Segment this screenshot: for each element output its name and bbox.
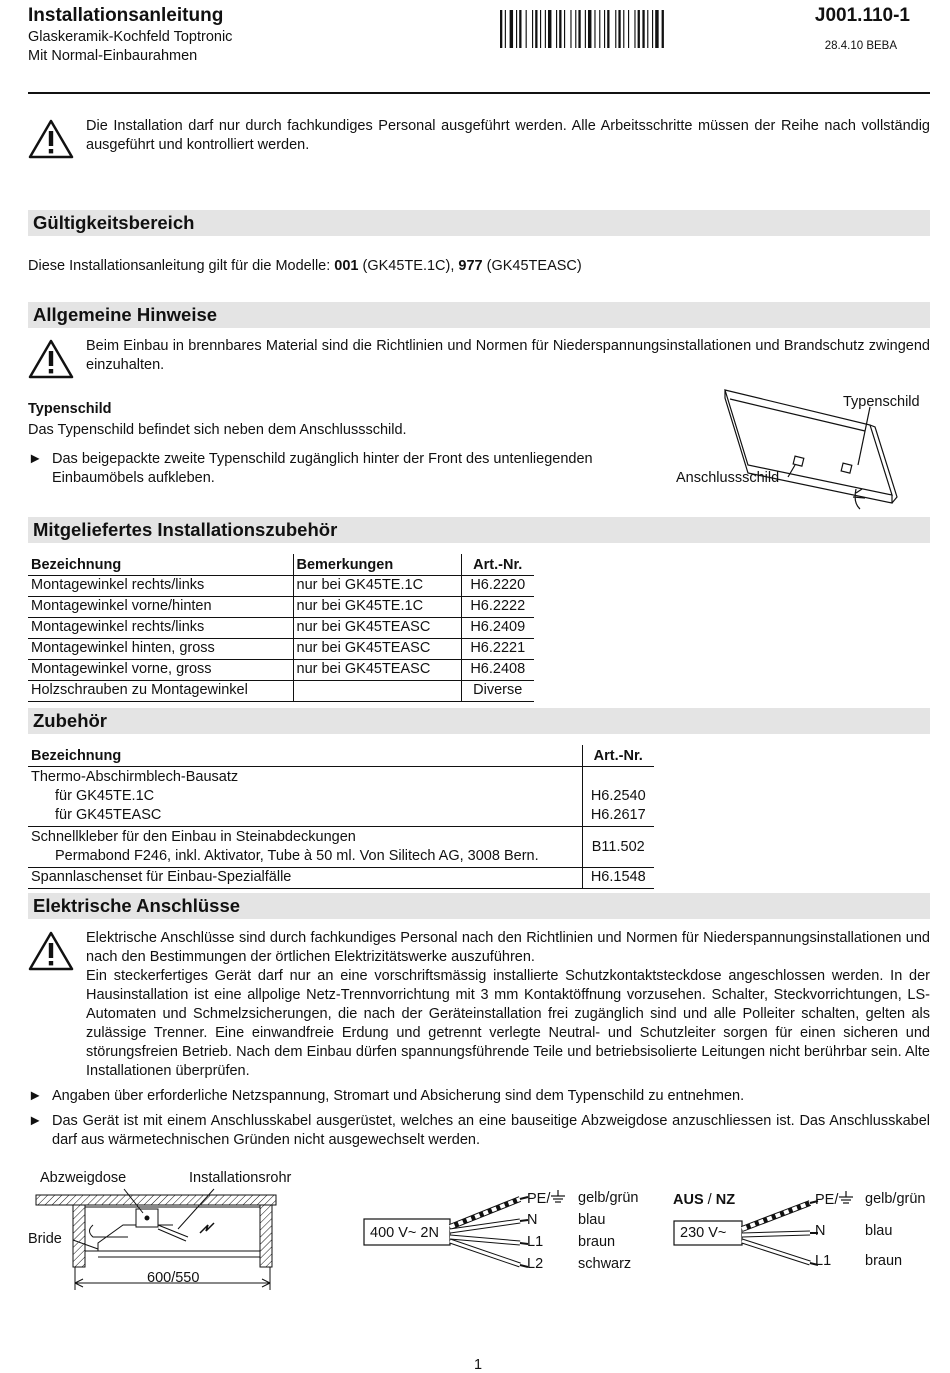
barcode-bar bbox=[615, 10, 616, 48]
barcode-bar bbox=[599, 10, 600, 48]
barcode-bar bbox=[623, 10, 624, 48]
barcode-bar bbox=[516, 10, 517, 48]
table-cell: H6.2220 bbox=[461, 576, 534, 597]
table-cell: H6.2222 bbox=[461, 597, 534, 618]
table-row bbox=[28, 618, 534, 639]
table-row bbox=[28, 681, 534, 702]
barcode-bar bbox=[655, 10, 658, 48]
barcode-bar bbox=[607, 10, 609, 48]
barcode bbox=[500, 10, 720, 48]
label-connection-plate: Anschlussschild bbox=[676, 470, 780, 486]
barcode-bar bbox=[628, 10, 629, 48]
barcode-bar bbox=[585, 10, 586, 48]
intro-warning-text: Die Installation darf nur durch fachkundiges Personal ausgeführt werden. Alle Arbeitsschritte müssen der Reihe nach vollständig ausgeführt und kontrolliert werden. bbox=[86, 118, 930, 153]
table-cell: Montagewinkel rechts/links bbox=[28, 576, 293, 597]
barcode-bar bbox=[564, 10, 565, 48]
barcode-bar bbox=[505, 10, 506, 48]
section-accessories bbox=[28, 708, 930, 734]
electrical-bullet: ► Das Gerät ist mit einem Anschlusskabel ausgerüstet, welches an eine bauseitige Abzweigdose anzuschliessen ist. Das Anschlusskabel darf aus wärmetechnischen Gründen nicht ausgewechselt werden. bbox=[28, 1113, 930, 1148]
wire-code: N bbox=[815, 1223, 826, 1239]
document-subtitle: Glaskeramik-Kochfeld Toptronic bbox=[28, 29, 233, 45]
column-header: Bezeichnung bbox=[28, 554, 293, 576]
supplied-table bbox=[28, 554, 534, 702]
barcode-bar bbox=[545, 10, 546, 48]
label-bride: Bride bbox=[28, 1231, 62, 1247]
barcode-bar bbox=[638, 10, 640, 48]
ground-icon bbox=[838, 1192, 854, 1208]
table-cell: H6.2409 bbox=[461, 618, 534, 639]
barcode-bar bbox=[526, 10, 527, 48]
section-heading: Allgemeine Hinweise bbox=[33, 304, 218, 325]
barcode-bar bbox=[642, 10, 644, 48]
barcode-bar bbox=[556, 10, 557, 48]
wire-code: PE/ bbox=[815, 1191, 854, 1208]
table-cell: Holzschrauben zu Montagewinkel bbox=[28, 681, 293, 702]
document-subtitle-2: Mit Normal-Einbaurahmen bbox=[28, 48, 198, 64]
barcode-bar bbox=[548, 10, 551, 48]
wire-color: braun bbox=[865, 1253, 903, 1269]
bullet-arrow-icon: ► bbox=[28, 1088, 43, 1104]
wire-legend-230v bbox=[815, 1191, 945, 1276]
table-row: Spannlaschenset für Einbau-Spezialfälle H6.1548 bbox=[28, 868, 654, 889]
wire-color: gelb/grün bbox=[865, 1191, 926, 1207]
warning-icon bbox=[28, 338, 74, 380]
wire-code: L1 bbox=[815, 1253, 832, 1269]
table-row bbox=[28, 639, 534, 660]
wire-code: N bbox=[527, 1212, 538, 1228]
section-heading: Elektrische Anschlüsse bbox=[33, 895, 241, 916]
bullet-arrow-icon: ► bbox=[28, 451, 43, 467]
section-electrical bbox=[28, 893, 930, 919]
table-cell: H6.2221 bbox=[461, 639, 534, 660]
accessories-table bbox=[28, 745, 654, 889]
document-number: J001.110-1 bbox=[814, 5, 910, 26]
barcode-bar bbox=[575, 10, 576, 48]
table-cell: Montagewinkel hinten, gross bbox=[28, 639, 293, 660]
barcode-bar bbox=[662, 10, 664, 48]
section-supplied bbox=[28, 517, 930, 543]
label-junction-box: Abzweigdose bbox=[40, 1170, 127, 1186]
wire-color: blau bbox=[578, 1212, 606, 1228]
section-general bbox=[28, 302, 930, 328]
wire-color: braun bbox=[578, 1234, 616, 1250]
wire-color: schwarz bbox=[578, 1256, 632, 1272]
table-row: Thermo-Abschirmblech-Bausatz für GK45TE.1C für GK45TEASC H6.2540 H6.2617 bbox=[28, 767, 654, 827]
barcode-bar bbox=[652, 10, 653, 48]
electrical-bullet: ► Angaben über erforderliche Netzspannung, Stromart und Absicherung sind dem Typenschild zu entnehmen. bbox=[28, 1088, 745, 1104]
label-typeplate: Typenschild bbox=[843, 394, 920, 410]
section-heading: Mitgeliefertes Installationszubehör bbox=[33, 519, 338, 540]
electrical-warning: Elektrische Anschlüsse sind durch fachkundiges Personal nach den Richtlinien und Normen für Niederspannungsinstallationen und nach den Bestimmungen der örtlichen Elektrizitätswerke auszuführen. Ein steckerfertiges Gerät darf nur an eine vorschriftsmässig installierte Schutzkontaktsteckdose angeschlossen werden. In der Hausinstallation ist eine allpolige Netz-Trennvorrichtung mit 3 mm Kontaktöffnung vorzusehen. Schalter, Steckvorrichtungen, LS-Automaten und Schmelzsicherungen, die nach der Geräteinstallation frei zugänglich sind und alle Polleiter schalten, gelten als zulässige Trenner. Eine einwandfreie Erdung und getrennt verlegte Neutral- und Schutzleiter sorgen für einen sicheren und störungsfreien Betrieb. Nach dem Einbau dürfen spannungsführende Teile und betriebsisolierte Leitungen nicht berührbar sein. Alte Installationen überprüfen. bbox=[86, 930, 930, 1079]
warning-icon bbox=[28, 930, 74, 972]
table-cell: nur bei GK45TEASC bbox=[293, 639, 461, 660]
typeplate-text: Das Typenschild befindet sich neben dem Anschlussschild. bbox=[28, 422, 407, 438]
bullet-arrow-icon: ► bbox=[28, 1113, 43, 1129]
page-number: 1 bbox=[474, 1357, 483, 1373]
wire-code: L1 bbox=[527, 1234, 544, 1250]
label-conduit: Installationsrohr bbox=[189, 1170, 292, 1186]
barcode-bar bbox=[510, 10, 513, 48]
table-cell: Montagewinkel vorne, gross bbox=[28, 660, 293, 681]
wire-color: blau bbox=[865, 1223, 893, 1239]
table-row bbox=[28, 576, 534, 597]
section-heading: Zubehör bbox=[33, 710, 107, 731]
table-cell: H6.2408 bbox=[461, 660, 534, 681]
barcode-bar bbox=[559, 10, 561, 48]
ground-icon bbox=[550, 1191, 566, 1207]
table-row bbox=[28, 597, 534, 618]
barcode-bar bbox=[594, 10, 595, 48]
table-header-row bbox=[28, 745, 654, 767]
section-validity bbox=[28, 210, 930, 236]
table-row bbox=[28, 660, 534, 681]
section-heading: Gültigkeitsbereich bbox=[33, 212, 195, 233]
warning-icon bbox=[28, 118, 74, 160]
table-cell: nur bei GK45TE.1C bbox=[293, 597, 461, 618]
document-date: 28.4.10 BEBA bbox=[824, 40, 897, 52]
label-dimension: 600/550 bbox=[147, 1270, 200, 1286]
wire-color: gelb/grün bbox=[578, 1190, 639, 1206]
general-warning-text: Beim Einbau in brennbares Material sind die Richtlinien und Normen für Niederspannungsinstallationen und Brandschutz zwingend einzuhalten. bbox=[86, 338, 930, 373]
wire-code: L2 bbox=[527, 1256, 544, 1272]
barcode-bar bbox=[519, 10, 521, 48]
column-header: Bemerkungen bbox=[293, 554, 461, 576]
barcode-bar bbox=[634, 10, 635, 48]
table-row: Schnellkleber für den Einbau in Steinabdeckungen Permabond F246, inkl. Aktivator, Tube à 50 ml. Von Silitech AG, 3008 Bern. B11.502 bbox=[28, 827, 654, 868]
barcode-bar bbox=[532, 10, 533, 48]
label-region: AUS / NZ bbox=[673, 1192, 736, 1208]
barcode-bar bbox=[604, 10, 605, 48]
table-cell: Diverse bbox=[461, 681, 534, 702]
barcode-bar bbox=[647, 10, 648, 48]
column-header: Art.-Nr. bbox=[582, 745, 654, 767]
column-header: Art.-Nr. bbox=[461, 554, 534, 576]
typeplate-heading: Typenschild bbox=[28, 401, 112, 417]
label-supply-voltage: 230 V~ bbox=[680, 1225, 727, 1241]
typeplate-bullet: ► Das beigepackte zweite Typenschild zugänglich hinter der Front des untenliegenden Einbaumöbels aufkleben. bbox=[28, 451, 593, 486]
table-cell: nur bei GK45TEASC bbox=[293, 618, 461, 639]
barcode-bar bbox=[500, 10, 502, 48]
wire-legend-400v bbox=[527, 1190, 667, 1280]
barcode-bar bbox=[618, 10, 620, 48]
barcode-bar bbox=[578, 10, 580, 48]
table-cell: nur bei GK45TE.1C bbox=[293, 576, 461, 597]
table-cell: Montagewinkel vorne/hinten bbox=[28, 597, 293, 618]
barcode-bar bbox=[570, 10, 571, 48]
column-header: Bezeichnung bbox=[28, 745, 582, 767]
table-header-row bbox=[28, 554, 534, 576]
header-divider bbox=[28, 92, 930, 94]
label-supply-voltage: 400 V~ 2N bbox=[370, 1225, 439, 1241]
barcode-bar bbox=[535, 10, 537, 48]
document-title: Installationsanleitung bbox=[28, 5, 224, 26]
table-cell: nur bei GK45TEASC bbox=[293, 660, 461, 681]
validity-text: Diese Installationsanleitung gilt für die Modelle: 001 (GK45TE.1C), 977 (GK45TEASC) bbox=[28, 258, 582, 274]
barcode-bar bbox=[588, 10, 591, 48]
table-cell bbox=[293, 681, 461, 702]
table-cell: Montagewinkel rechts/links bbox=[28, 618, 293, 639]
wire-code: PE/ bbox=[527, 1190, 566, 1207]
barcode-bar bbox=[540, 10, 541, 48]
